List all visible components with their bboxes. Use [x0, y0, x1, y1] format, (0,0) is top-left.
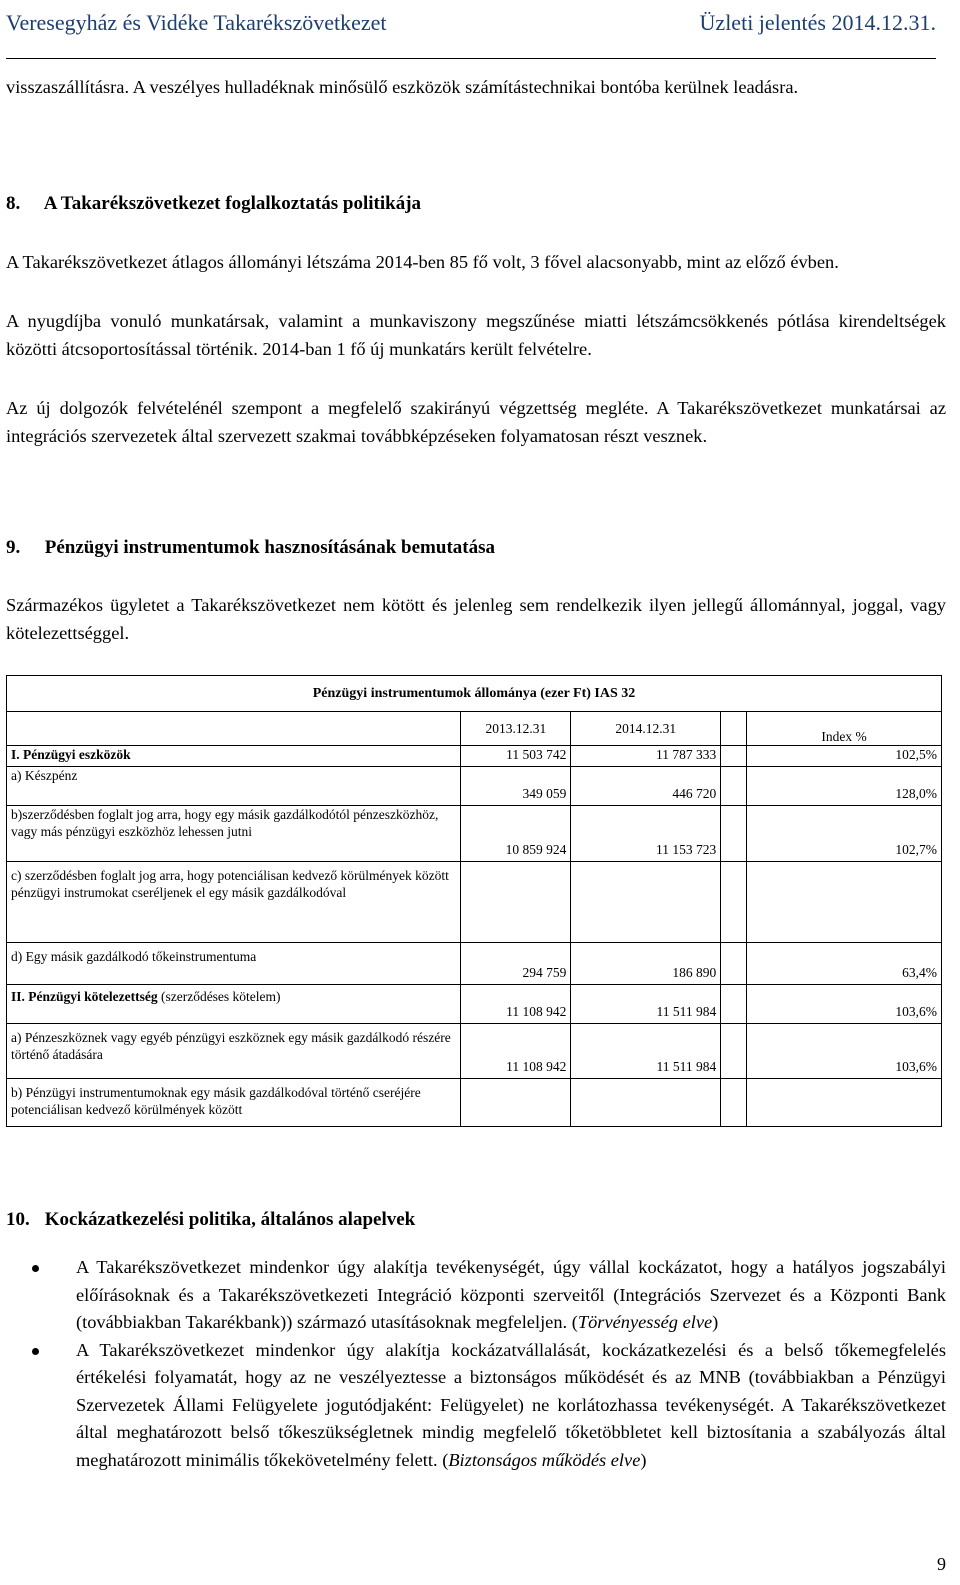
legality-principle-text: A Takarékszövetkezet mindenkor úgy alakítja tevékenységét, úgy vállal kockázatot, hogy a hatályos jogszabályi előírásoknak és a Takarékszövetkezeti Integráció központi szerveitől (Integrációs Szervezet és a Központi Bank (továbbiakban Takarékbank)) származó utasításoknak megfeleljen. — [76, 1257, 946, 1332]
row-value-2013: 11 108 942 — [461, 985, 571, 1024]
col-header-index: Index % — [747, 712, 942, 746]
row-spacer — [721, 1079, 747, 1127]
row-label: II. Pénzügyi kötelezettség (szerződéses kötelem) — [7, 985, 461, 1024]
row-value-index — [747, 862, 942, 943]
row-value-2013: 294 759 — [461, 943, 571, 985]
section-8-heading — [6, 193, 421, 215]
row-spacer — [721, 985, 747, 1024]
row-value-2013 — [461, 862, 571, 943]
list-item — [6, 1337, 946, 1475]
header-report-title: Üzleti jelentés 2014.12.31. — [699, 10, 936, 35]
list-item — [6, 1254, 946, 1337]
row-value-2014: 11 511 984 — [571, 1024, 721, 1079]
row-label: d) Egy másik gazdálkodó tőkeinstrumentuma — [7, 943, 461, 985]
safe-operation-principle-text: A Takarékszövetkezet mindenkor úgy alakítja kockázatvállalását, kockázatkezelési és a belső tőkemegfelelés értékelési folyamatát, hogy az ne veszélyeztesse a biztonságos működését és az MNB (továbbiakban a Pénzügyi Szervezetek Állami Felügyelete jogutódjaként: Felügyelet) ne korlátozhassa tevékenységét. A Takarékszövetkezet által meghatározott belső tőkeszükségletnek mindig megfelelő tőketöbbletet kell biztosítania a szabályozás által meghatározott minimális tőkekövetelmény felett. — [76, 1339, 946, 1470]
row-value-index: 102,5% — [747, 746, 942, 767]
table-title-row — [7, 676, 942, 712]
row-value-index — [747, 1079, 942, 1127]
principles-list — [6, 1254, 946, 1474]
header-organization: Veresegyház és Vidéke Takarékszövetkezet — [6, 10, 387, 35]
table-row — [7, 1024, 942, 1079]
row-value-index: 128,0% — [747, 767, 942, 806]
section-10-heading — [6, 1209, 415, 1231]
section-10-title: Kockázatkezelési politika, általános alapelvek — [44, 1209, 416, 1230]
row-value-2014 — [571, 1079, 721, 1127]
table-row — [7, 806, 942, 862]
row-spacer — [721, 862, 747, 943]
table-header-spacer — [721, 712, 747, 746]
bullet-icon — [32, 1348, 39, 1355]
table-row — [7, 767, 942, 806]
row-value-2013 — [461, 1079, 571, 1127]
row-label: I. Pénzügyi eszközök — [7, 746, 461, 767]
row-label: b) Pénzügyi instrumentumoknak egy másik gazdálkodóval történő cseréjére potenciálisan kedvező körülmények között — [7, 1079, 461, 1127]
row-value-2014 — [571, 862, 721, 943]
row-spacer — [721, 943, 747, 985]
page-header — [6, 6, 936, 59]
page-number: 9 — [937, 1554, 946, 1574]
col-header-2013: 2013.12.31 — [461, 712, 571, 746]
section-8-title: A Takarékszövetkezet foglalkoztatás politikája — [43, 193, 422, 214]
row-spacer — [721, 767, 747, 806]
intro-paragraph: visszaszállításra. A veszélyes hulladéknak minősülő eszközök számítástechnikai bontóba kerülnek leadásra. — [6, 77, 799, 97]
row-spacer — [721, 1024, 747, 1079]
row-value-2013: 11 108 942 — [461, 1024, 571, 1079]
financial-instruments-table — [6, 675, 942, 1127]
table-row — [7, 1079, 942, 1127]
row-value-index: 103,6% — [747, 1024, 942, 1079]
row-value-2013: 10 859 924 — [461, 806, 571, 862]
row-value-index: 102,7% — [747, 806, 942, 862]
table-row — [7, 985, 942, 1024]
row-spacer — [721, 746, 747, 767]
row-value-index: 103,6% — [747, 985, 942, 1024]
section-8-paragraph-1: A Takarékszövetkezet átlagos állományi létszáma 2014-ben 85 fő volt, 3 fővel alacsonyabb, mint az előző évben. — [6, 252, 839, 272]
row-value-2013: 11 503 742 — [461, 746, 571, 767]
row-label: b)szerződésben foglalt jog arra, hogy egy másik gazdálkodótól pénzeszközhöz, vagy más pénzügyi eszközhöz lehessen jutni — [7, 806, 461, 862]
row-label: a) Pénzeszköznek vagy egyéb pénzügyi eszköznek egy másik gazdálkodó részére történő átadására — [7, 1024, 461, 1079]
table-row — [7, 943, 942, 985]
row-value-2014: 11 153 723 — [571, 806, 721, 862]
row-value-2014: 11 787 333 — [571, 746, 721, 767]
section-8-paragraph-2: A nyugdíjba vonuló munkatársak, valamint a munkaviszony megszűnése miatti létszámcsökkenés pótlása kirendeltségek közötti átcsoportosítással történik. 2014-ban 1 fő új munkatárs került felvételre. — [6, 311, 946, 359]
table-header-row — [7, 712, 942, 746]
section-8-paragraph-3: Az új dolgozók felvételénél szempont a megfelelő szakirányú végzettség megléte. A Takarékszövetkezet munkatársai az integrációs szervezetek által szervezett szakmai továbbképzéseken folyamatosan részt vesznek. — [6, 398, 946, 446]
row-label: a) Készpénz — [7, 767, 461, 806]
row-spacer — [721, 806, 747, 862]
table-title: Pénzügyi instrumentumok állománya (ezer Ft) IAS 32 — [7, 676, 942, 712]
section-8-number: 8. — [6, 193, 21, 214]
safe-operation-principle-tag: (Biztonságos működés elve) — [442, 1449, 647, 1470]
section-9-heading — [6, 537, 495, 559]
row-value-2013: 349 059 — [461, 767, 571, 806]
section-9-title: Pénzügyi instrumentumok hasznosításának bemutatása — [44, 537, 495, 558]
row-value-2014: 446 720 — [571, 767, 721, 806]
table-row — [7, 746, 942, 767]
table-header-empty — [7, 712, 461, 746]
row-value-2014: 11 511 984 — [571, 985, 721, 1024]
row-value-2014: 186 890 — [571, 943, 721, 985]
section-10-number: 10. — [6, 1209, 30, 1230]
bullet-icon — [32, 1265, 39, 1272]
row-value-index: 63,4% — [747, 943, 942, 985]
section-9-number: 9. — [6, 537, 21, 558]
col-header-2014: 2014.12.31 — [571, 712, 721, 746]
section-9-paragraph: Származékos ügyletet a Takarékszövetkezet nem kötött és jelenleg sem rendelkezik ilyen jellegű állománnyal, joggal, vagy kötelezettséggel. — [6, 595, 946, 643]
row-label: c) szerződésben foglalt jog arra, hogy potenciálisan kedvező körülmények között pénzügyi instrumokat cseréljenek el egy másik gazdálkodóval — [7, 862, 461, 943]
legality-principle-tag: (Törvényesség elve) — [571, 1312, 719, 1332]
table-row — [7, 862, 942, 943]
